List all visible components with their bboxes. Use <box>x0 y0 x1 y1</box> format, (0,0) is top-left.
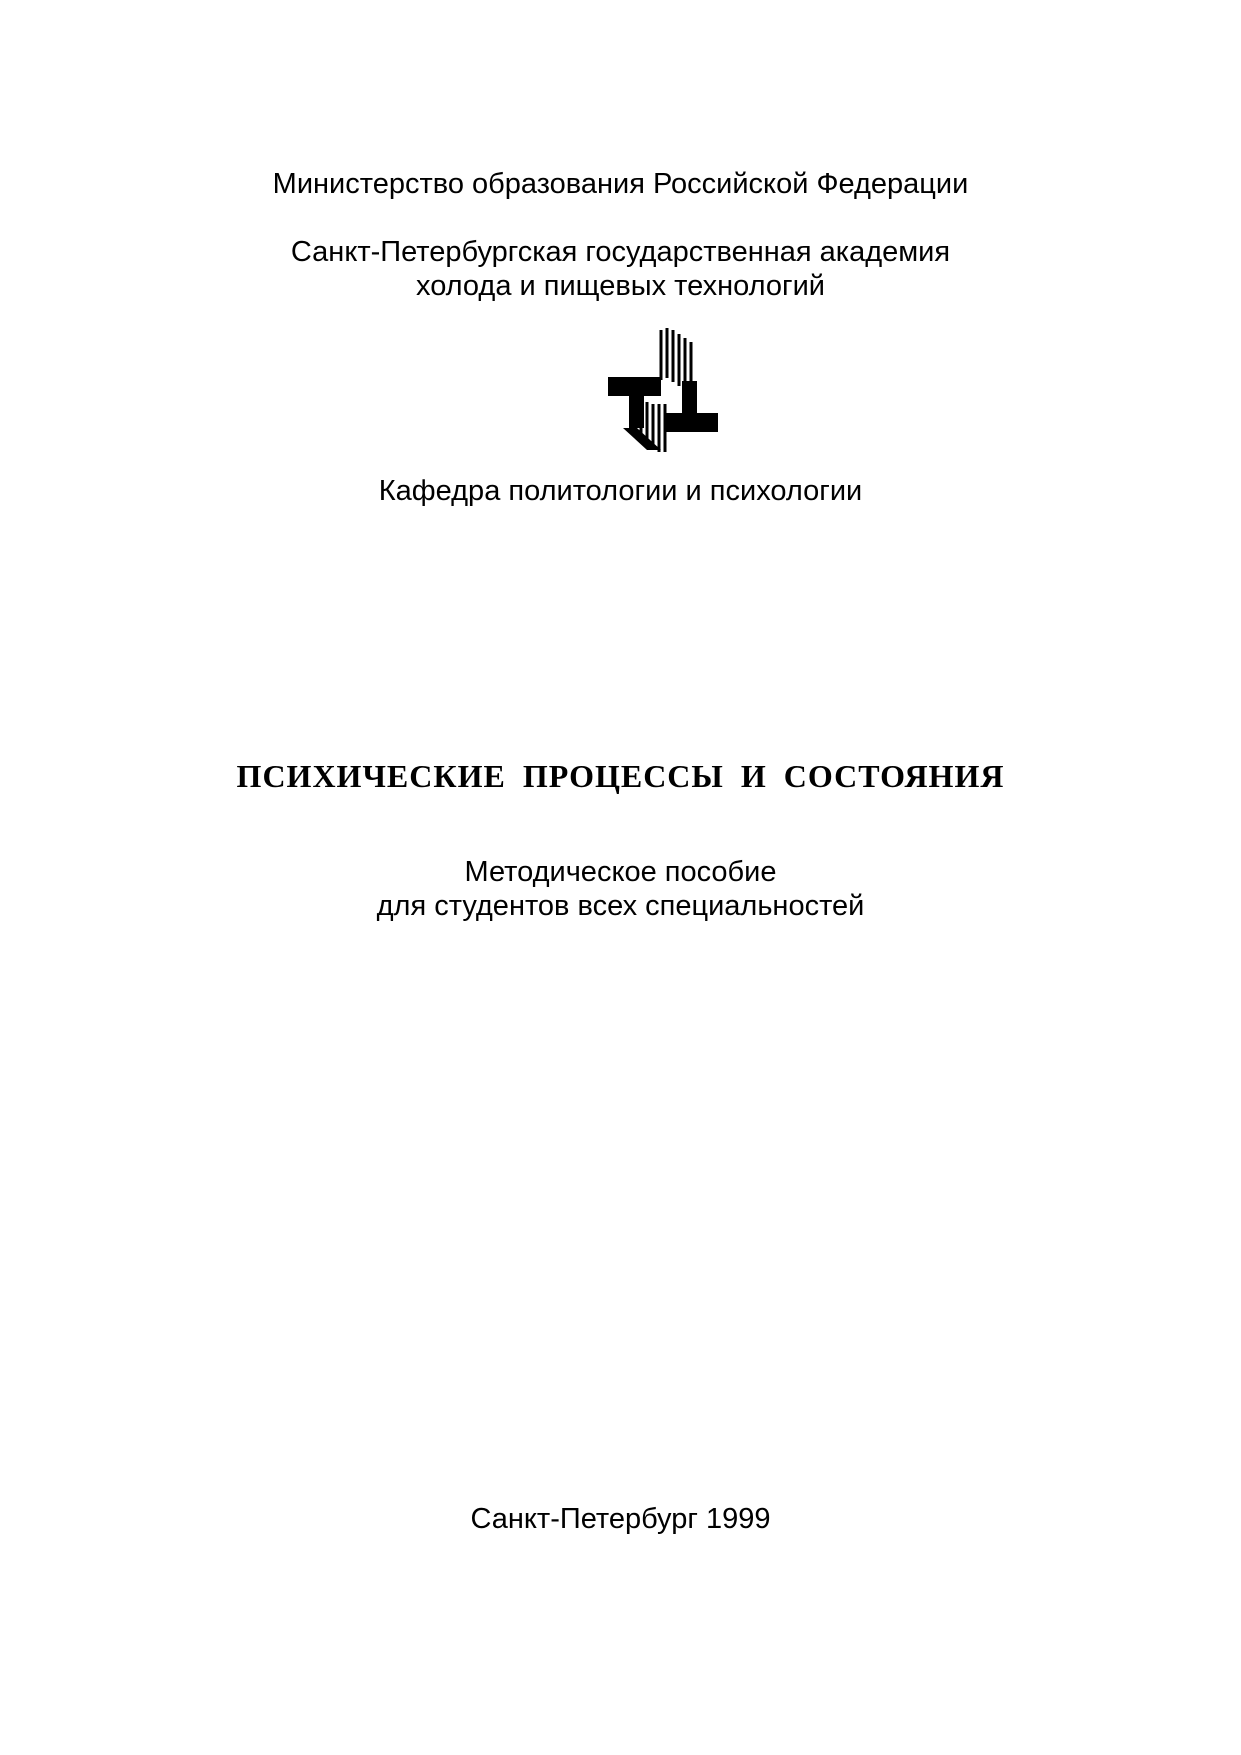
academy-name-line-2: холода и пищевых технологий <box>416 270 825 302</box>
academy-name-line-1: Санкт-Петербургская государственная академия <box>290 236 951 268</box>
academy-emblem-icon <box>563 320 763 460</box>
subtitle-line-2: для студентов всех специальностей <box>376 890 865 922</box>
subtitle-line-1: Методическое пособие <box>464 856 777 888</box>
document-title: ПСИХИЧЕСКИЕ ПРОЦЕССЫ И СОСТОЯНИЯ <box>236 758 1005 794</box>
publication-city-year: Санкт-Петербург 1999 <box>470 1503 771 1535</box>
department-name: Кафедра политологии и психологии <box>378 475 863 507</box>
ministry-name: Министерство образования Российской Федерации <box>272 168 969 200</box>
